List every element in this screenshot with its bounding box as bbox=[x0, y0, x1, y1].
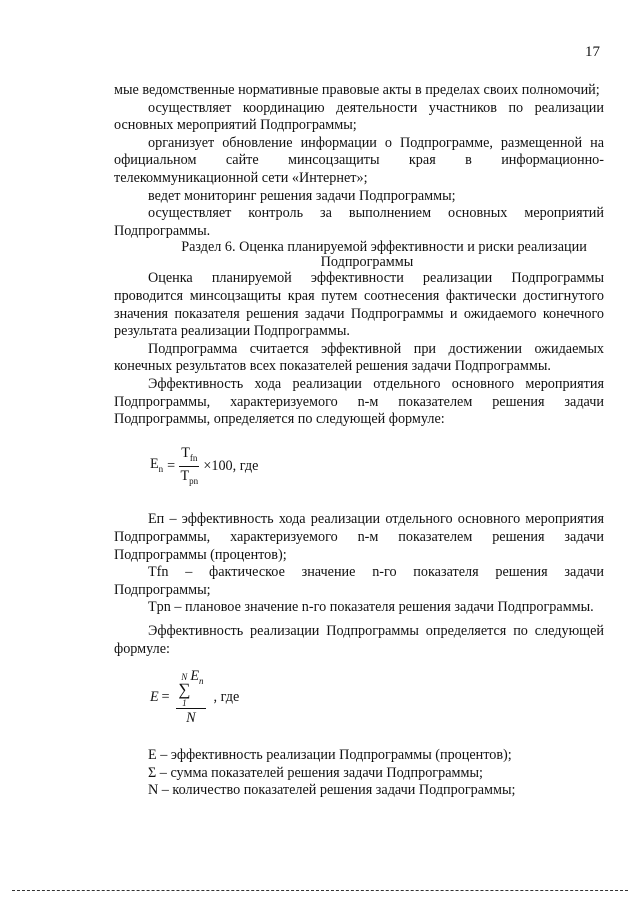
sigma-icon: ∑ bbox=[178, 680, 191, 700]
document-body bbox=[114, 82, 604, 800]
formula-fraction bbox=[176, 668, 205, 727]
footer-rule bbox=[12, 890, 628, 891]
paragraph: осуществляет координацию деятельности участников по реализации основных мероприятий Подпрограммы; bbox=[114, 99, 604, 134]
paragraph: осуществляет контроль за выполнением основных мероприятий Подпрограммы. bbox=[114, 205, 604, 239]
definition: Eп – эффективность хода реализации отдельного основного мероприятия Подпрограммы, характеризуемого n-м показателем решения задачи Подпрограммы (процентов); bbox=[114, 511, 604, 563]
definition: Σ – сумма показателей решения задачи Подпрограммы; bbox=[148, 764, 483, 781]
definition: N – количество показателей решения задачи Подпрограммы; bbox=[148, 782, 516, 799]
paragraph: Эффективность хода реализации отдельного основного мероприятия Подпрограммы, характеризуемого n-м показателем решения задачи Подпрограммы, определяется по следующей формуле: bbox=[114, 375, 604, 428]
section-heading: Раздел 6. Оценка планируемой эффективности и риски реализации Подпрограммы bbox=[181, 239, 587, 271]
formula-denominator: $T_{pn}$ bbox=[180, 467, 199, 486]
definition: E – эффективность реализации Подпрограммы (процентов); bbox=[148, 747, 512, 764]
formula-lhs: E bbox=[150, 688, 159, 705]
paragraph: ведет мониторинг решения задачи Подпрограммы; bbox=[148, 187, 456, 204]
formula-numerator: $T_{fn}$ bbox=[179, 445, 199, 467]
page-number: 17 bbox=[585, 44, 600, 60]
formula-equals: = bbox=[167, 458, 176, 475]
formula-tail: , где bbox=[213, 688, 240, 705]
paragraph: организует обновление информации о Подпрограмме, размещенной на официальном сайте минсоцзащиты края в информационно-телекоммуникационной сети «Интернет»; bbox=[114, 134, 604, 186]
paragraph: Эффективность реализации Подпрограммы определяется по следующей формуле: bbox=[114, 622, 604, 657]
formula-program-efficiency bbox=[150, 668, 604, 727]
formula-equals: = bbox=[160, 688, 171, 705]
formula-efficiency-per-indicator bbox=[150, 445, 604, 490]
formula-numerator: N ∑ 1 $E_n$ bbox=[178, 668, 204, 709]
paragraph: мые ведомственные нормативные правовые акты в пределах своих полномочий; bbox=[114, 82, 600, 98]
formula-denominator: N bbox=[186, 710, 196, 727]
definition: Tpn – плановое значение n-го показателя решения задачи Подпрограммы. bbox=[148, 599, 594, 616]
formula-tail: ×100, где bbox=[203, 458, 259, 475]
formula-fraction bbox=[179, 445, 199, 490]
paragraph: Оценка планируемой эффективности реализации Подпрограммы проводится минсоцзащиты края путем соотнесения фактически достигнутого значения показателя решения задачи Подпрограммы и ожидаемого конечного результата реализации Подпрограммы. bbox=[114, 270, 604, 340]
sum-operator: N ∑ 1 bbox=[178, 672, 191, 709]
definition: Тfn – фактическое значение n-го показателя решения задачи Подпрограммы; bbox=[114, 564, 604, 598]
formula-lhs: $E_n$ bbox=[150, 455, 164, 474]
paragraph: Подпрограмма считается эффективной при достижении ожидаемых конечных результатов всех показателей решения задачи Подпрограммы. bbox=[114, 340, 604, 375]
